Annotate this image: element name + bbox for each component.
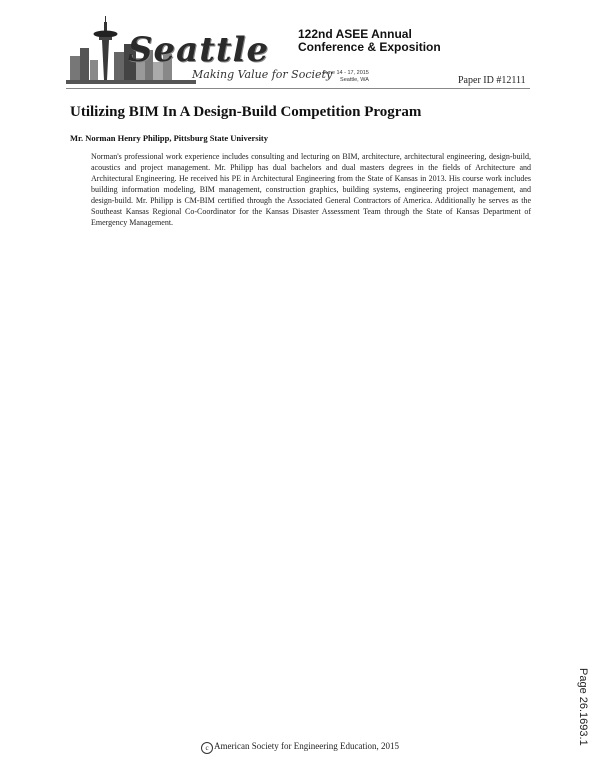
- conference-title-line1: 122nd ASEE Annual: [298, 27, 412, 41]
- conference-location: Seattle, WA: [340, 77, 369, 83]
- conference-date-range: June 14 - 17, 2015: [323, 70, 369, 76]
- seattle-logo-text: Seattle: [128, 30, 270, 70]
- conference-dates: [323, 70, 369, 84]
- copyright-footer: [0, 741, 600, 754]
- paper-id: Paper ID #12111: [458, 75, 526, 86]
- header-divider: [66, 88, 530, 89]
- copyright-icon: c: [201, 742, 213, 754]
- conference-tagline: Making Value for Society: [192, 68, 333, 81]
- copyright-text: American Society for Engineering Education, 2015: [214, 741, 399, 751]
- conference-title: [298, 28, 441, 54]
- author-line: Mr. Norman Henry Philipp, Pittsburg State University: [70, 133, 269, 143]
- author-bio: Norman's professional work experience includes consulting and lecturing on BIM, architecture, architectural engineering, design-build, acoustics and project management. Mr. Philipp has dual bachelors and dual masters degrees in the fields of Architecture and Architectural Engineering. He received his PE in Architectural Engineering from the State of Kansas in 2013. His course work includes building information modeling, BIM management, construction graphics, building systems, engineering project management, and design-build. Mr. Philipp is CM-BIM certified through the Associated General Contractors of America. Additionally he serves as the Southeast Kansas Regional Co-Coordinator for the Kansas Disaster Assessment Team through the State of Kansas Department of Emergency Management.: [91, 152, 531, 227]
- paper-title: Utilizing BIM In A Design-Build Competition Program: [70, 104, 422, 120]
- conference-title-line2: Conference & Exposition: [298, 40, 441, 54]
- page-number-label: Page 26.1693.1: [577, 668, 589, 746]
